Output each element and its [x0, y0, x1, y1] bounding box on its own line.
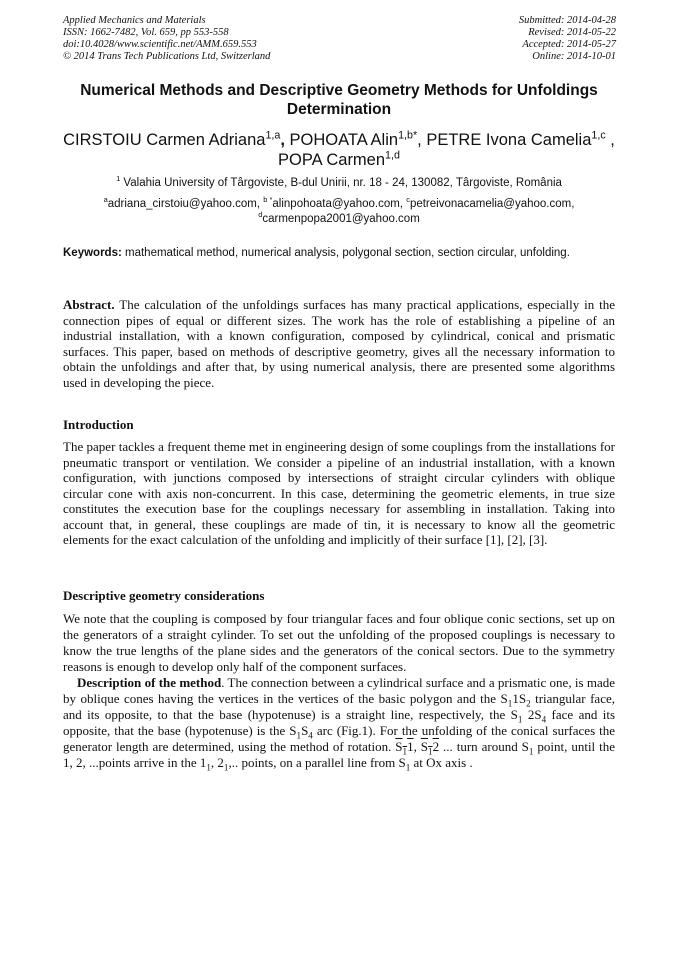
journal-name: Applied Mechanics and Materials — [63, 15, 206, 26]
journal-header — [63, 15, 270, 63]
keywords-text: mathematical method, numerical analysis, polygonal section, section circular, unfolding. — [125, 247, 570, 259]
math-segments: $S_11$, $S_12$ ... — [395, 739, 453, 757]
keywords-label: Keywords: — [63, 247, 122, 259]
author-affiliation-mark: 1,d — [385, 149, 400, 162]
author-name: PETRE Ivona Camelia — [426, 131, 592, 149]
author-affiliation-mark: 1,b* — [398, 129, 418, 142]
paragraph-text: at Ox axis . — [413, 755, 473, 770]
abstract-label: Abstract. — [63, 297, 115, 312]
email-link[interactable]: alinpohoata@yahoo.com, — [272, 198, 403, 210]
dates-header — [519, 15, 616, 63]
author-list: CIRSTOIU Carmen Adriana$^{1,a}$, POHOATA Alin$^{1,b*}$, PETRE Ivona Camelia$^{1,c}$ , POPA Carmen$^{1,d}$ — [63, 129, 615, 169]
section-heading-introduction: Introduction — [63, 417, 134, 432]
email-link[interactable]: carmenpopa2001@yahoo.com — [262, 213, 420, 225]
math-s1-s4: $S_1S_4$ — [289, 723, 313, 741]
math-s1-1-s2: $S_11S_2$ — [500, 691, 531, 709]
journal-doi[interactable]: doi:10.4028/www.scientific.net/AMM.659.553 — [63, 39, 257, 50]
paragraph-text: point, until the 1, 2, ...points arrive in the — [63, 739, 615, 770]
paragraph-text: triangular face, and its opposite, to that the base (hypotenuse) is a straight line, respectively, the — [63, 691, 615, 722]
journal-copyright: © 2014 Trans Tech Publications Ltd, Switzerland — [63, 51, 271, 62]
revised-date: Revised: 2014-05-22 — [528, 27, 616, 38]
affiliation — [63, 176, 615, 190]
paper-title: Numerical Methods and Descriptive Geometry Methods for Unfoldings Determination — [80, 82, 598, 118]
paragraph-text: turn around — [456, 739, 518, 754]
paragraph-text: arc (Fig.1). For the unfolding of the conical surfaces the generator length are determined, using the method of rotation. — [63, 723, 616, 754]
affiliation-mark: 1 — [116, 174, 121, 184]
paragraph-text: face and its opposite, that the base (hypotenuse) is the — [63, 707, 616, 738]
accepted-date: Accepted: 2014-05-27 — [522, 39, 616, 50]
author-name: POPA Carmen — [278, 151, 386, 169]
keywords — [63, 246, 615, 261]
author-emails — [63, 197, 615, 227]
submitted-date: Submitted: 2014-04-28 — [518, 15, 616, 26]
descriptive-geometry-text — [63, 611, 615, 771]
abstract — [63, 297, 615, 390]
affiliation-text: Valahia University of Târgoviste, B-dul Unirii, nr. 18 - 24, 130082, Târgoviste, România — [123, 177, 562, 189]
email-mark: d — [258, 210, 263, 220]
math-s1: $S_1$ — [521, 739, 534, 757]
online-date: Online: 2014-10-01 — [532, 51, 616, 62]
math-s1-2-s4: $S_1$ $2S_4$ — [510, 707, 547, 725]
email-link[interactable]: adriana_cirstoiu@yahoo.com, — [107, 198, 261, 210]
author-affiliation-mark: 1,c — [591, 129, 606, 142]
email-link[interactable]: petreivonacamelia@yahoo.com, — [409, 198, 575, 210]
journal-issn: ISSN: 1662-7482, Vol. 659, pp 553-558 — [63, 27, 229, 38]
math-s1: $S_1$ — [398, 755, 411, 773]
introduction-text: The paper tackles a frequent theme met in engineering design of some couplings from the installations for pneumatic transport or ventilation. We consider a pipeline of an industrial installation, with a known configuration, with junctions composed by intersections of straight circular cylinders with oblique circular cone with axis non-concurrent. In this case, determining the geometric elements, in true size constitutes the execution base for the couplings necessary for assembling in installation. Taking into account that, in general, these couplings are made of tin, it is necessary to know all the geometric elements for the exact calculation of the unfolding and implicitly of their surface [1], [2], [3]. — [63, 439, 615, 547]
author-name: POHOATA Alin — [289, 131, 399, 149]
abstract-text: The calculation of the unfoldings surfaces has many practical applications, especially in the connection pipes of equal or different sizes. The work has the role of establishing a pipeline of an industrial installation, with a known configuration, composed by cylindrical, conical and prismatic surfaces. This paper, based on methods of descriptive geometry, gives all the necessary information to obtain the unfoldings and after that, by using numerical analysis, there are presented some algorithms used in developing the piece. — [63, 297, 616, 390]
method-label: Description of the method — [77, 675, 222, 690]
author-name: CIRSTOIU Carmen Adriana — [63, 131, 266, 149]
email-mark: b * — [263, 195, 273, 205]
author-affiliation-mark: 1,a — [265, 129, 281, 142]
math-rotated-points: $1_1$, $2_1$,.. — [199, 755, 239, 773]
paragraph-text: . The connection between a cylindrical surface and a prismatic one, is made by oblique cones having the vertices in the vertices of the basic polygon and the — [63, 675, 615, 706]
email-mark: c — [406, 195, 410, 205]
email-mark: a — [103, 195, 108, 205]
paragraph: We note that the coupling is composed by four triangular faces and four oblique conic sections, set up on the generators of a straight cylinder. To set out the unfolding of the proposed couplings is necessary to know the true lengths of the plane sides and the generators of the conical sectors. Due to the symmetry reasons is enough to develop only half of the component surfaces. — [63, 611, 615, 674]
paragraph-text: points, on a parallel line from — [241, 755, 396, 770]
section-heading-descriptive-geometry: Descriptive geometry considerations — [63, 588, 265, 603]
